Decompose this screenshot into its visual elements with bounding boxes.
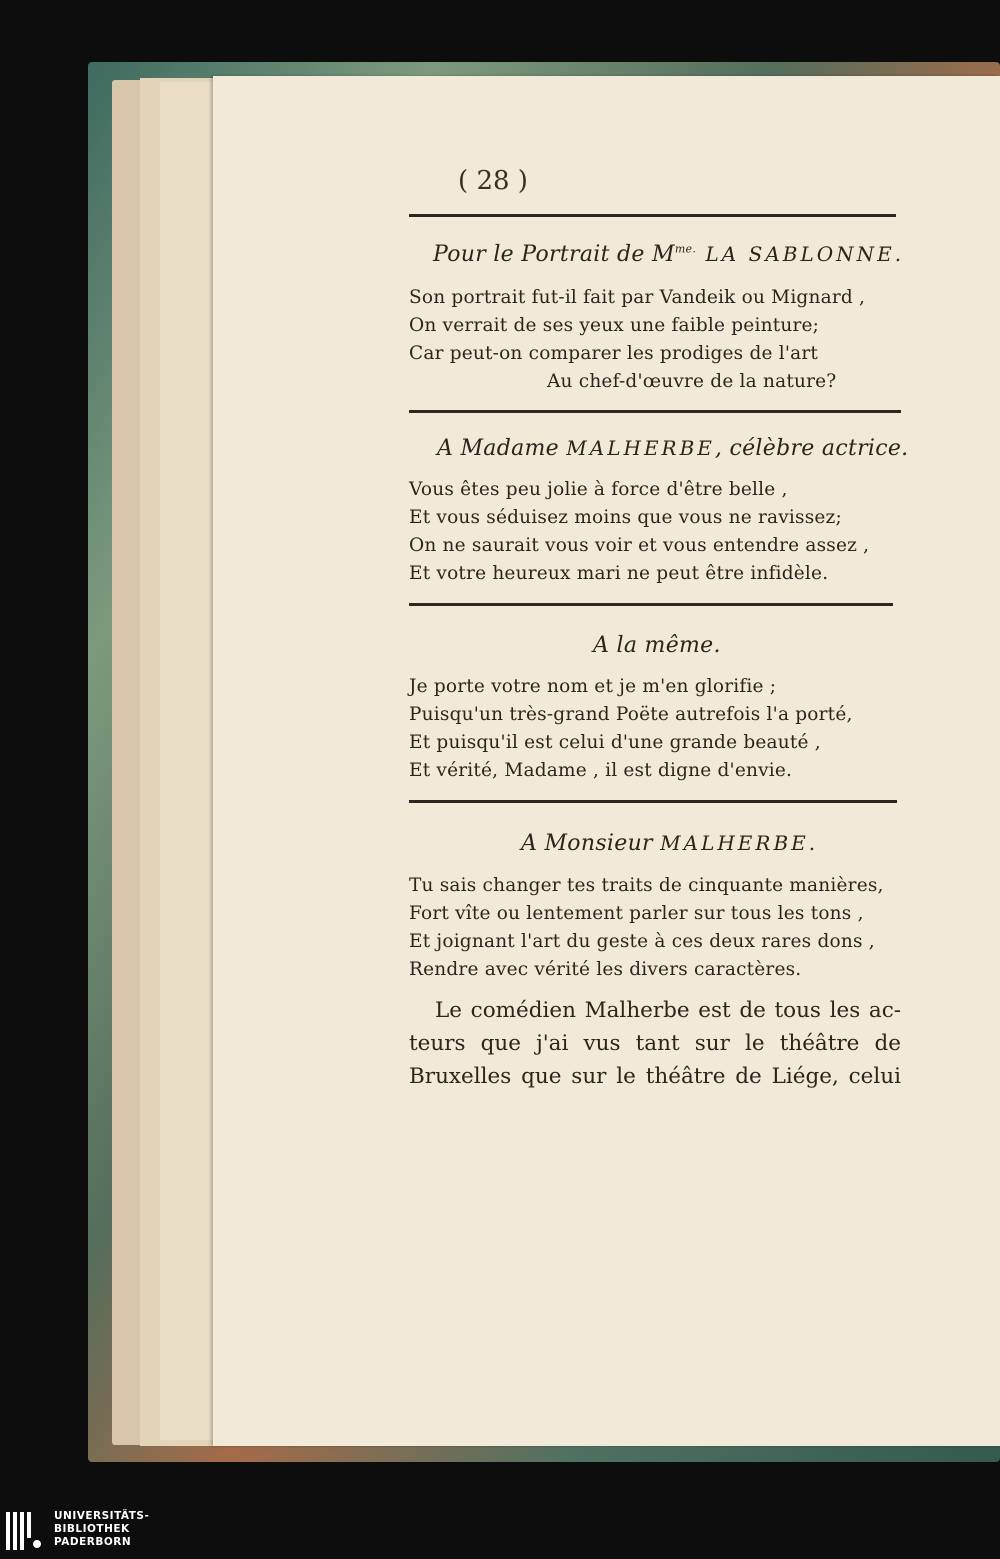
poem-verse	[409, 476, 869, 588]
prose-paragraph	[409, 994, 901, 1093]
verse-line: Vous êtes peu jolie à force d'être belle ,	[409, 479, 788, 500]
verse-line: Car peut-on comparer les prodiges de l'art	[409, 343, 819, 364]
poem-title-name: MALHERBE.	[660, 831, 819, 855]
verse-line: Au chef-d'œuvre de la nature?	[547, 371, 837, 392]
verse-line: Son portrait fut-il fait par Vandeik ou Mignard ,	[409, 287, 866, 308]
poem-verse	[409, 872, 884, 984]
poem-title	[433, 242, 904, 267]
poem-verse	[409, 673, 853, 785]
verse-line: Fort vîte ou lentement parler sur tous les tons ,	[409, 903, 864, 924]
divider	[409, 410, 901, 413]
verse-line: On ne saurait vous voir et vous entendre assez ,	[409, 535, 870, 556]
verse-line: Rendre avec vérité les divers caractères.	[409, 959, 802, 980]
logo-line: UNIVERSITÄTS-	[54, 1510, 150, 1522]
verse-line: Et votre heureux mari ne peut être infidèle.	[409, 563, 829, 584]
poem-title	[437, 436, 908, 461]
divider	[409, 603, 893, 606]
verse-line: Puisqu'un très-grand Poëte autrefois l'a porté,	[409, 704, 853, 725]
verse-line: Je porte votre nom et je m'en glorifie ;	[409, 676, 777, 697]
library-name	[54, 1510, 149, 1549]
verse-line: On verrait de ses yeux une faible peinture;	[409, 315, 820, 336]
book-page	[213, 76, 1000, 1446]
poem-title-text: A Madame	[437, 436, 567, 461]
poem-verse	[409, 284, 865, 396]
poem-title	[521, 831, 818, 856]
verse-line: Et vérité, Madame , il est digne d'envie.	[409, 760, 793, 781]
poem-title-after: , célèbre actrice.	[714, 436, 909, 461]
poem-title-text: A la même.	[593, 633, 721, 658]
logo-line: PADERBORN	[54, 1536, 132, 1548]
verse-line: Et joignant l'art du geste à ces deux rares dons ,	[409, 931, 875, 952]
verse-line: Tu sais changer tes traits de cinquante manières,	[409, 875, 884, 896]
logo-line: BIBLIOTHEK	[54, 1523, 130, 1535]
divider	[409, 800, 897, 803]
poem-title	[593, 633, 721, 658]
page-number: ( 28 )	[458, 166, 528, 196]
poem-title-text: Pour le Portrait de M	[433, 242, 675, 267]
verse-line: Et vous séduisez moins que vous ne ravissez;	[409, 507, 842, 528]
poem-title-name: LA SABLONNE.	[696, 242, 905, 266]
poem-title-text: A Monsieur	[521, 831, 661, 856]
prose-line: Le comédien Malherbe est de tous les ac-	[435, 998, 901, 1023]
poem-title-name: MALHERBE	[566, 436, 715, 460]
verse-line: Et puisqu'il est celui d'une grande beauté ,	[409, 732, 821, 753]
library-logo	[4, 1506, 164, 1554]
poem-title-sup: me.	[674, 242, 697, 256]
prose-line: Bruxelles que sur le théâtre de Liége, celui	[409, 1064, 901, 1089]
library-emblem-icon	[4, 1508, 44, 1552]
divider	[409, 214, 896, 217]
prose-line: teurs que j'ai vus tant sur le théâtre de	[409, 1031, 901, 1056]
